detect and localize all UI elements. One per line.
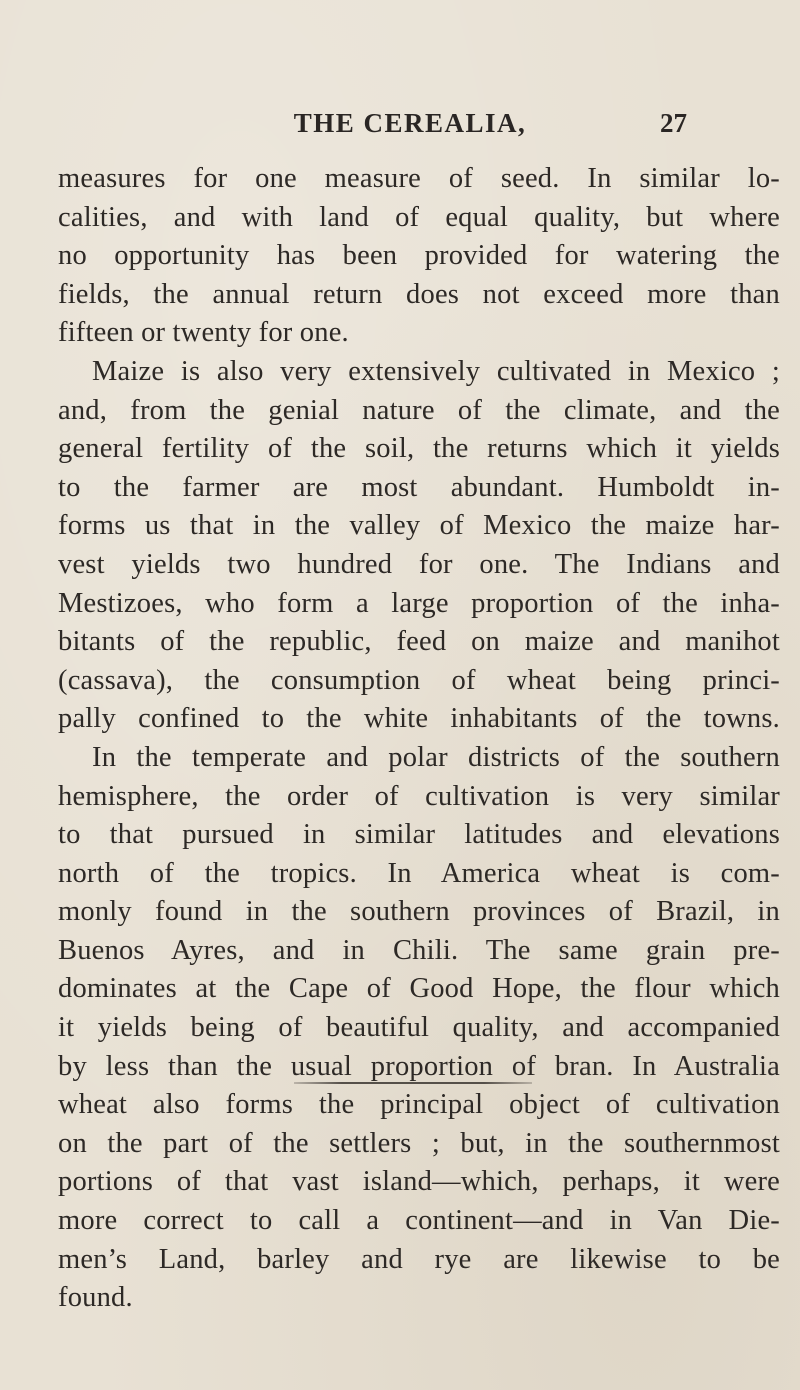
text-line: dominates at the Cape of Good Hope, the flour which bbox=[58, 973, 780, 1005]
text-line: In the temperate and polar districts of the southern bbox=[92, 741, 780, 773]
text-line: more correct to call a continent—and in Van Die- bbox=[58, 1205, 780, 1237]
text-line: fifteen or twenty for one. bbox=[58, 317, 349, 349]
text-line: forms us that in the valley of Mexico the maize har- bbox=[58, 510, 780, 542]
text-line: (cassava), the consumption of wheat being princi- bbox=[58, 664, 780, 696]
text-line: to that pursued in similar latitudes and elevations bbox=[58, 819, 780, 851]
text-line: hemisphere, the order of cultivation is very similar bbox=[58, 780, 780, 812]
text-line: Maize is also very extensively cultivated in Mexico ; bbox=[92, 355, 780, 387]
text-line: wheat also forms the principal object of cultivation bbox=[58, 1089, 780, 1121]
text-line: north of the tropics. In America wheat is com- bbox=[58, 857, 780, 889]
text-line: calities, and with land of equal quality, but where bbox=[58, 201, 780, 233]
text-line: no opportunity has been provided for watering the bbox=[58, 240, 780, 272]
running-title: THE CEREALIA, bbox=[293, 108, 527, 138]
text-line: bitants of the republic, feed on maize and manihot bbox=[58, 626, 780, 658]
text-line: pally confined to the white inhabitants of the towns. bbox=[58, 703, 780, 735]
text-line: fields, the annual return does not exceed more than bbox=[58, 278, 780, 310]
text-line: vest yields two hundred for one. The Indians and bbox=[58, 548, 780, 580]
running-head bbox=[60, 108, 780, 144]
text-line: and, from the genial nature of the climate, and the bbox=[58, 394, 780, 426]
text-line: men’s Land, barley and rye are likewise to be bbox=[58, 1243, 780, 1275]
text-line: Buenos Ayres, and in Chili. The same grain pre- bbox=[58, 934, 780, 966]
text-line: to the farmer are most abundant. Humboldt in- bbox=[58, 471, 780, 503]
text-line: by less than the usual proportion of bran. In Australia bbox=[58, 1050, 780, 1082]
text-line: monly found in the southern provinces of Brazil, in bbox=[58, 896, 780, 928]
text-line: portions of that vast island—which, perhaps, it were bbox=[58, 1166, 780, 1198]
body-text bbox=[58, 160, 780, 1318]
text-line: it yields being of beautiful quality, and accompanied bbox=[58, 1012, 780, 1044]
text-line: general fertility of the soil, the returns which it yields bbox=[58, 433, 780, 465]
text-line: on the part of the settlers ; but, in the southernmost bbox=[58, 1127, 780, 1159]
text-line: Mestizoes, who form a large proportion of the inha- bbox=[58, 587, 780, 619]
section-divider-rule bbox=[294, 1082, 532, 1084]
text-line: found. bbox=[58, 1282, 133, 1314]
text-line: measures for one measure of seed. In similar lo- bbox=[58, 163, 780, 194]
page-number: 27 bbox=[660, 108, 687, 138]
